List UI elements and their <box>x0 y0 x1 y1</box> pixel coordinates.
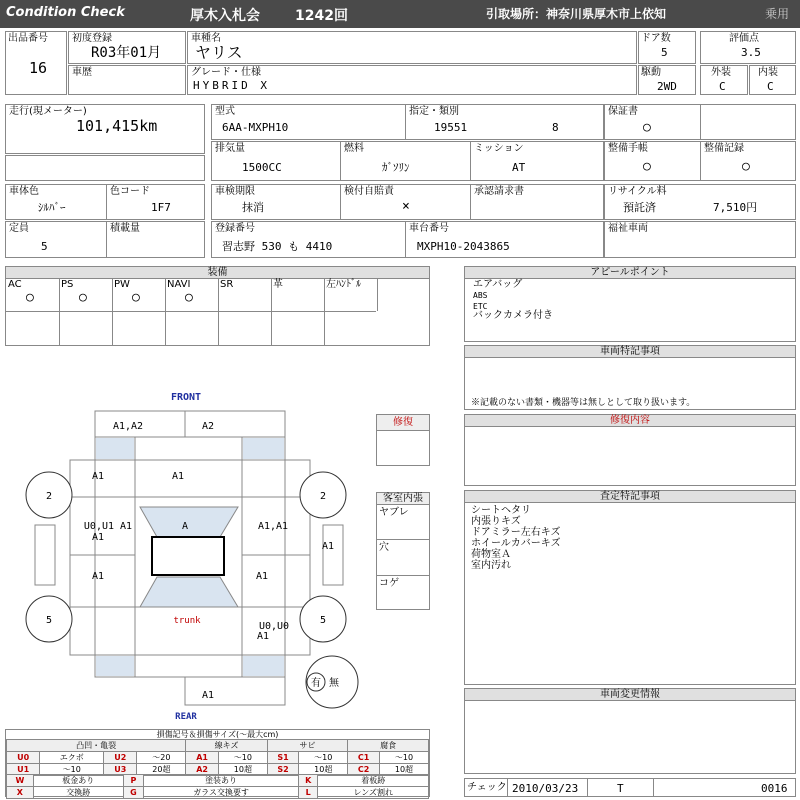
cabin-burn: コゲ <box>379 578 399 589</box>
legend-cell-r4-3: ガラス交換要す <box>144 787 299 799</box>
equip-value-1: ○ <box>79 290 87 305</box>
legend-group-scratch: 線キズ <box>186 740 268 752</box>
equip-label-6: 左ﾊﾝﾄﾞﾙ <box>326 279 361 290</box>
note-line-6: 室内汚れ <box>471 560 511 571</box>
equip-value-0: ○ <box>26 290 34 305</box>
appeal-line-2: ABS <box>473 291 488 300</box>
capacity-value: 5 <box>41 240 48 253</box>
note-line-3: ドアミラー左右キズ <box>471 527 561 538</box>
doors-cell <box>638 31 696 64</box>
legend-cell-r4-1: 交換跡 <box>33 787 123 799</box>
inspection-label: 車検期限 <box>215 186 255 197</box>
mark-hood: A1 <box>171 471 185 482</box>
color-code-label: 色コード <box>110 186 150 197</box>
legend-cell-r2-7: 10超 <box>299 764 348 776</box>
grade-cell <box>187 65 637 95</box>
spare-yes: 有 <box>311 678 321 689</box>
note-line-1: シートヘタリ <box>471 505 531 516</box>
interior-label: 内装 <box>758 67 778 78</box>
score-value: 3.5 <box>741 46 761 59</box>
special-title: 車両特記事項 <box>465 346 795 358</box>
warranty-label: 保証書 <box>608 106 638 117</box>
body-color-label: 車体色 <box>9 186 39 197</box>
liability-label: 検付自賠責 <box>344 186 394 197</box>
trunk-label: trunk <box>173 616 201 626</box>
welfare-label: 福祉車両 <box>608 223 648 234</box>
equip-label-0: AC <box>8 279 22 290</box>
legend-title: 損傷記号＆損傷サイズ(〜最大cm) <box>156 730 279 739</box>
equip-label-3: NAVI <box>167 279 191 290</box>
mark-fl-door: U0,U1 A1 <box>83 521 133 532</box>
cabin-hole: 穴 <box>379 542 389 553</box>
legend-cell-r2-9: 10超 <box>379 764 428 776</box>
mark-fl-fender: A1 <box>91 471 105 482</box>
legend-cell-r3-3: 塗装あり <box>144 775 299 787</box>
appeal-line-3: ETC <box>473 302 488 311</box>
grade-value: HYBRID X <box>193 79 270 92</box>
repair-contents-title: 修復内容 <box>465 415 795 427</box>
tire-rear-left: 5 <box>45 615 53 626</box>
legend-cell-r1-2: U2 <box>104 752 137 764</box>
designation-label: 指定・類別 <box>409 106 459 117</box>
mark-fr-door: A1,A1 <box>257 521 289 532</box>
color-code-value: 1F7 <box>151 201 171 214</box>
legend-cell-r2-4: A2 <box>186 764 219 776</box>
inspection-notes-title: 査定特記事項 <box>465 491 795 503</box>
lot-number-cell <box>5 31 67 95</box>
mark-front-right: A2 <box>201 421 215 432</box>
body-color-value: ｼﾙﾊﾞｰ <box>38 201 66 214</box>
record-value: ○ <box>742 159 750 174</box>
repair-contents-panel <box>464 414 796 486</box>
record-label: 整備記録 <box>704 143 744 154</box>
check-row <box>464 778 796 797</box>
capacity-row <box>5 221 205 258</box>
tire-front-left: 2 <box>45 491 53 502</box>
mileage-label: 走行(現メーター) <box>9 106 87 117</box>
mark-rr-quarter-extra: A1 <box>256 631 270 642</box>
exterior-label: 外装 <box>711 67 731 78</box>
equip-value-3: ○ <box>185 290 193 305</box>
maintenance-cell <box>604 141 796 181</box>
designation-value: 19551 <box>434 121 468 134</box>
changes-title: 車両変更情報 <box>465 689 795 701</box>
legend-cell-r4-2: G <box>123 787 144 799</box>
legend-cell-r1-4: A1 <box>186 752 219 764</box>
model-value: 6AA-MXPH10 <box>222 121 289 134</box>
changes-panel <box>464 688 796 774</box>
legend-cell-r1-0: U0 <box>7 752 40 764</box>
first-reg-cell <box>68 31 186 64</box>
displacement-label: 排気量 <box>215 143 245 154</box>
appeal-line-1: エアバッグ <box>473 279 523 290</box>
equip-value-2: ○ <box>132 290 140 305</box>
equip-label-2: PW <box>114 279 130 290</box>
color-row <box>5 184 205 220</box>
inspection-notes-panel <box>464 490 796 685</box>
check-number: 0016 <box>761 782 788 795</box>
note-line-5: 荷物室Ａ <box>471 549 511 560</box>
vehicle-name-value: ヤリス <box>195 43 243 62</box>
appeal-line-4: バックカメラ付き <box>473 310 553 321</box>
special-panel <box>464 345 796 410</box>
liability-value: × <box>402 199 410 214</box>
score-label: 評価点 <box>729 33 759 44</box>
score-cell <box>700 31 796 64</box>
mileage-extra-cell <box>5 155 205 181</box>
legend-cell-r2-1: 〜10 <box>40 764 104 776</box>
legend-cell-r2-2: U3 <box>104 764 137 776</box>
check-label: チェック <box>467 782 507 793</box>
check-date: 2010/03/23 <box>512 782 579 795</box>
mark-rear-bumper: A1 <box>201 690 215 701</box>
reg-no-value: 習志野 530 も 4410 <box>222 240 333 253</box>
warranty-cell <box>604 104 796 140</box>
class-value: 8 <box>552 121 559 134</box>
capacity-label: 定員 <box>9 223 29 234</box>
history-cell <box>68 65 186 95</box>
check-mark: T <box>617 782 624 795</box>
exterior-cell <box>700 65 748 95</box>
mark-rl-door: A1 <box>91 571 105 582</box>
vehicle-name-label: 車種名 <box>191 33 221 44</box>
appeal-panel <box>464 266 796 342</box>
legend-cell-r4-0: X <box>7 787 34 799</box>
tire-front-right: 2 <box>319 491 327 502</box>
damage-diagram <box>5 385 425 725</box>
vehicle-category: 乗用 <box>765 7 790 21</box>
front-label: FRONT <box>170 392 202 403</box>
manual-value: ○ <box>643 159 651 174</box>
repair-box <box>376 414 430 466</box>
mark-fl-door-extra: A1 <box>91 532 105 543</box>
equipment-title: 装備 <box>6 267 429 279</box>
doors-label: ドア数 <box>641 33 671 44</box>
legend-cell-r1-1: エクボ <box>40 752 104 764</box>
repair-box-title: 修復 <box>377 415 429 431</box>
legend-cell-r2-5: 10超 <box>218 764 267 776</box>
mark-rr-door: A1 <box>255 571 269 582</box>
legend-cell-r1-5: 〜10 <box>218 752 267 764</box>
legend-cell-r3-2: P <box>123 775 144 787</box>
special-note: ※記載のない書類・機器等は無しとして取り扱います。 <box>471 398 696 408</box>
damage-legend <box>5 729 430 797</box>
equip-label-4: SR <box>220 279 234 290</box>
spare-no: 無 <box>329 678 339 689</box>
tire-rear-right: 5 <box>319 615 327 626</box>
recycle-status: 預託済 <box>623 201 656 214</box>
engine-row <box>211 141 604 181</box>
legend-cell-r1-6: S1 <box>267 752 298 764</box>
legend-cell-r3-0: W <box>7 775 34 787</box>
fuel-value: ｶﾞｿﾘﾝ <box>382 161 410 174</box>
manual-label: 整備手帳 <box>608 143 648 154</box>
load-label: 積載量 <box>110 223 140 234</box>
cabin-tear: ヤブレ <box>379 507 409 518</box>
grade-label: グレード・仕様 <box>191 67 261 78</box>
legend-cell-r2-6: S2 <box>267 764 298 776</box>
approval-label: 承認請求書 <box>474 186 524 197</box>
mileage-cell <box>5 104 205 154</box>
drive-label: 駆動 <box>641 67 661 78</box>
rear-label: REAR <box>175 712 197 722</box>
mission-label: ミッション <box>474 143 524 154</box>
registration-row <box>211 221 604 258</box>
warranty-value: ○ <box>643 120 651 135</box>
history-label: 車歴 <box>72 67 92 78</box>
legend-cell-r4-5: レンズ割れ <box>318 787 429 799</box>
doors-value: 5 <box>661 46 668 59</box>
mark-front-left: A1,A2 <box>112 421 144 432</box>
interior-cell <box>749 65 796 95</box>
exterior-value: C <box>719 80 726 93</box>
legend-group-rust: サビ <box>267 740 347 752</box>
legend-cell-r2-0: U1 <box>7 764 40 776</box>
legend-cell-r3-4: K <box>298 775 318 787</box>
model-label: 型式 <box>215 106 235 117</box>
legend-cell-r1-9: 〜10 <box>379 752 428 764</box>
mark-fr-side: A1 <box>321 541 335 552</box>
reg-no-label: 登録番号 <box>215 223 255 234</box>
legend-cell-r4-4: L <box>298 787 318 799</box>
mark-rr-quarter: U0,U0 <box>258 621 290 632</box>
inspection-row <box>211 184 604 220</box>
displacement-value: 1500CC <box>242 161 282 174</box>
interior-value: C <box>767 80 774 93</box>
chassis-value: MXPH10-2043865 <box>417 240 510 253</box>
legend-cell-r3-5: 着板跡 <box>318 775 429 787</box>
recycle-label: リサイクル料 <box>608 186 667 197</box>
legend-group-corrosion: 腐食 <box>348 740 429 752</box>
model-row <box>211 104 604 140</box>
legend-group-dent: 凸凹・亀裂 <box>7 740 186 752</box>
mileage-value: 101,415km <box>76 117 158 135</box>
vehicle-name-cell <box>187 31 637 64</box>
first-reg-value: R03年01月 <box>91 45 162 61</box>
note-line-2: 内張りキズ <box>471 516 521 527</box>
legend-cell-r2-3: 20超 <box>137 764 186 776</box>
lot-round: 1242回 <box>295 8 348 24</box>
recycle-value: 7,510円 <box>713 201 758 214</box>
inspection-value: 抹消 <box>242 201 264 214</box>
legend-cell-r3-1: 板金あり <box>33 775 123 787</box>
cabin-title: 客室内張 <box>377 493 429 505</box>
drive-value: 2WD <box>657 80 677 93</box>
note-line-4: ホイールカバーキズ <box>471 538 561 549</box>
equipment-table <box>5 266 430 346</box>
legend-cell-r2-8: C2 <box>348 764 380 776</box>
appeal-title: アピールポイント <box>465 267 795 279</box>
auction-name: 厚木入札会 <box>190 8 260 24</box>
mission-value: AT <box>512 161 526 174</box>
lot-number-value: 16 <box>29 59 48 77</box>
mark-roof: A <box>181 521 189 532</box>
pickup-location: 引取場所：神奈川県厚木市上依知 <box>486 7 667 21</box>
header-title: Condition Check <box>6 5 125 20</box>
header-bar <box>0 0 800 28</box>
drive-cell <box>638 65 696 95</box>
equip-label-5: 革 <box>273 279 283 290</box>
fuel-label: 燃料 <box>344 143 364 154</box>
legend-table-2 <box>6 774 429 799</box>
legend-cell-r1-7: 〜10 <box>299 752 348 764</box>
equip-label-1: PS <box>61 279 74 290</box>
cabin-box <box>376 492 430 610</box>
first-reg-label: 初度登録 <box>72 33 112 44</box>
lot-number-label: 出品番号 <box>8 33 48 44</box>
chassis-label: 車台番号 <box>409 223 449 234</box>
legend-cell-r1-3: 〜20 <box>137 752 186 764</box>
legend-cell-r1-8: C1 <box>348 752 380 764</box>
recycle-cell <box>604 184 796 220</box>
welfare-cell <box>604 221 796 258</box>
